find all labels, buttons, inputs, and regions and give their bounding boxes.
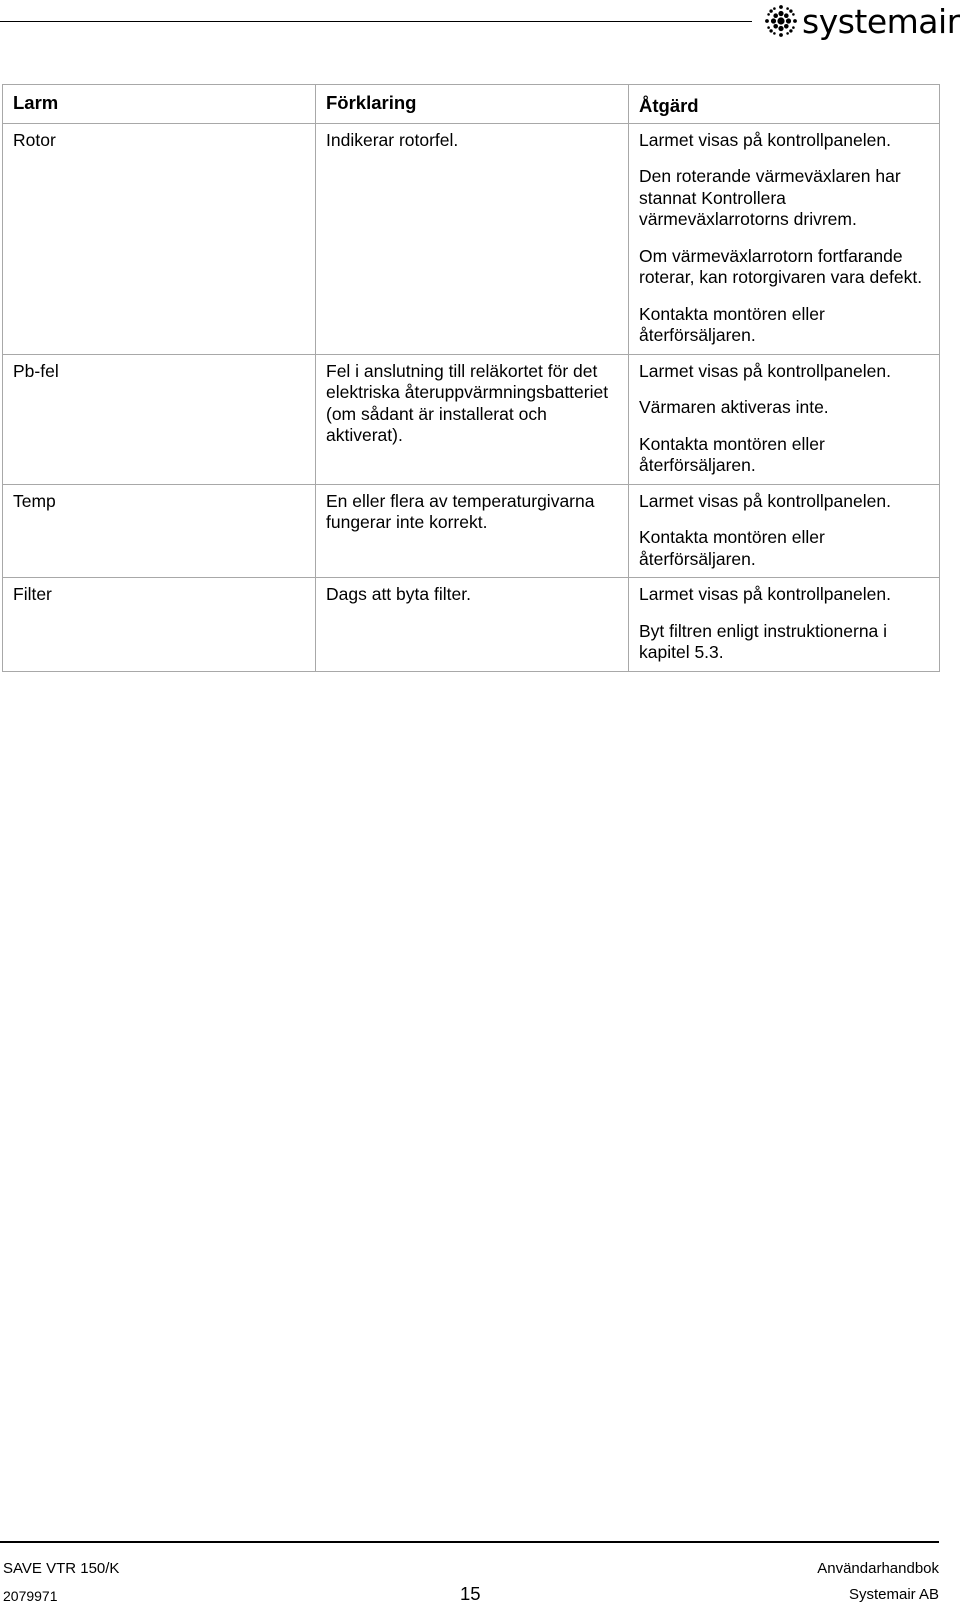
- action-text: Larmet visas på kontrollpanelen.: [639, 360, 891, 381]
- action-text: Om värmeväxlarrotorn fortfarande roterar, kan rotorgivaren vara defekt.: [639, 245, 923, 287]
- column-header-alarm: Larm: [3, 85, 316, 124]
- explanation-cell: Fel i anslutning till reläkortet för det elektriska återuppvärmningsbatteriet (om sådant är installerat och aktiverat).: [316, 354, 629, 484]
- action-text: Den roterande värmeväxlaren har stannat Kontrollera värmeväxlarrotorns drivrem.: [639, 166, 901, 229]
- footer-rule: [0, 1541, 939, 1543]
- table-row: [3, 123, 940, 354]
- table-header-row: [3, 85, 940, 124]
- explanation-cell: Dags att byta filter.: [316, 578, 629, 672]
- action-text: Larmet visas på kontrollpanelen.: [639, 490, 891, 511]
- action-text: Kontakta montören eller återförsäljaren.: [639, 527, 825, 569]
- action-text: Larmet visas på kontrollpanelen.: [639, 584, 891, 604]
- footer-manual-title: Användarhandbok: [817, 1560, 939, 1577]
- footer-doc-number: 2079971: [3, 1588, 58, 1604]
- footer-company: Systemair AB: [848, 1586, 939, 1603]
- table-row: [3, 484, 940, 578]
- alarm-table: [2, 84, 940, 672]
- action-text: Kontakta montören eller återförsäljaren.: [639, 433, 825, 475]
- systemair-dot-icon: [764, 4, 798, 38]
- alarm-cell: Rotor: [3, 123, 316, 354]
- action-text: Byt filtren enligt instruktionerna i kapitel 5.3.: [639, 620, 888, 662]
- action-cell: [629, 354, 940, 484]
- table-row: [3, 354, 940, 484]
- footer-page-number: 15: [460, 1583, 481, 1604]
- action-cell: [629, 484, 940, 578]
- footer-product: SAVE VTR 150/K: [3, 1560, 120, 1577]
- systemair-logo: [764, 0, 960, 42]
- table-row: [3, 578, 940, 672]
- column-header-action: Åtgärd: [629, 85, 940, 124]
- brand-name: systemair: [802, 1, 960, 41]
- explanation-cell: En eller flera av temperaturgivarna fungerar inte korrekt.: [316, 484, 629, 578]
- explanation-cell: Indikerar rotorfel.: [316, 123, 629, 354]
- action-cell: [629, 123, 940, 354]
- action-text: Larmet visas på kontrollpanelen.: [639, 129, 891, 150]
- alarm-cell: Pb-fel: [3, 354, 316, 484]
- header-rule: [0, 21, 752, 22]
- action-cell: [629, 578, 940, 672]
- alarm-cell: Filter: [3, 578, 316, 672]
- action-text: Kontakta montören eller återförsäljaren.: [639, 303, 825, 345]
- column-header-explanation: Förklaring: [316, 85, 629, 124]
- alarm-cell: Temp: [3, 484, 316, 578]
- action-text: Värmaren aktiveras inte.: [639, 397, 829, 417]
